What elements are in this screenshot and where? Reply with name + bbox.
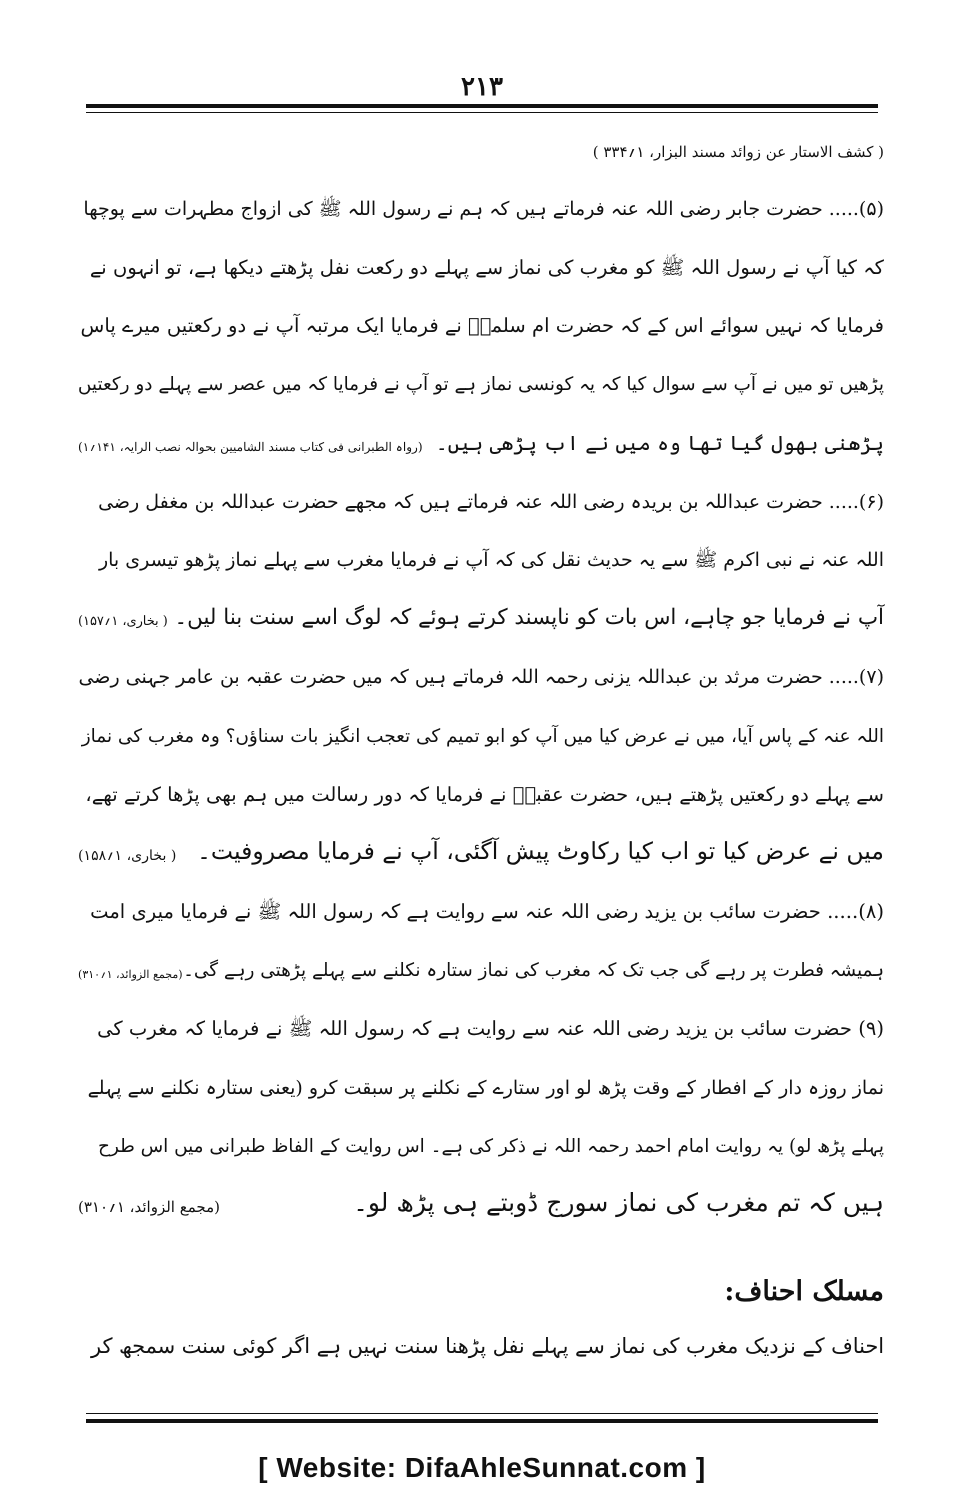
line-text: اللہ عنہ نے نبی اکرم ﷺ سے یہ حدیث نقل کی کہ آپ نے فرمایا مغرب سے پہلے نماز پڑھو تیسری بار	[98, 549, 884, 572]
line-text: ہمیشہ فطرت پر رہے گی جب تک کہ مغرب کی نماز ستارہ نکلنے سے پہلے پڑھتی رہے گی۔	[183, 959, 884, 981]
website-banner[interactable]: [ Website: DifaAhleSunnat.com ]	[258, 1452, 706, 1483]
line-citation: ( بخاری، ۱؍۱۵۷)	[78, 613, 168, 629]
reference-line	[78, 124, 884, 160]
text-line	[78, 570, 884, 629]
closing-text: احناف کے نزدیک مغرب کی نماز سے پہلے نفل پڑھنا سنت نہیں ہے اگر کوئی سنت سمجھ کر	[90, 1333, 884, 1358]
line-text: پڑھیں تو میں نے آپ سے سوال کیا کہ یہ کونسی نماز ہے تو آپ نے فرمایا کہ میں عصر سے پہلے دو رکعتیں	[77, 373, 884, 395]
line-text: (۷)..... حضرت مرثد بن عبداللہ یزنی رحمہ اللہ فرماتے ہیں کہ میں حضرت عقبہ بن عامر جہنی رضی	[78, 666, 884, 689]
line-text: (۶)..... حضرت عبداللہ بن بریدہ رضی اللہ عنہ فرماتے ہیں کہ مجھے حضرت عبداللہ بن مغفل رضی	[98, 490, 884, 513]
line-citation: (رواہ الطبرانی فی کتاب مسند الشامیین بحوالہ نصب الرایہ، ۱۴۱؍۱)	[78, 439, 423, 454]
footer-rule-thin	[86, 1413, 878, 1414]
line-text: (۸)..... حضرت سائب بن یزید رضی اللہ عنہ سے روایت ہے کہ رسول اللہ ﷺ نے فرمایا میری امت	[90, 900, 884, 924]
text-line	[78, 394, 884, 453]
text-lines	[78, 160, 884, 1215]
header-rule-thick	[86, 104, 878, 108]
line-text: نماز روزہ دار کے افطار کے وقت پڑھ لو اور ستارے کے نکلنے پر سبقت کرو (یعنی ستارہ نکلنے سے پہلے	[87, 1076, 884, 1099]
line-text: (۹) حضرت سائب بن یزید رضی اللہ عنہ سے روایت ہے کہ رسول اللہ ﷺ نے فرمایا کہ مغرب کی	[97, 1017, 884, 1041]
text-line	[78, 1039, 884, 1098]
text-line	[78, 687, 884, 746]
page-body	[78, 124, 884, 1357]
page-number: ۲۱۳	[461, 72, 503, 102]
line-text: ہیں کہ تم مغرب کی نماز سورج ڈوبتے ہی پڑھ لو۔	[353, 1187, 884, 1217]
text-line	[78, 160, 884, 219]
line-text: فرمایا کہ نہیں سوائے اس کے کہ حضرت ام سلمہؓ نے فرمایا ایک مرتبہ آپ نے دو رکعتیں میرے پاس	[80, 314, 884, 338]
text-line	[78, 336, 884, 395]
text-line	[78, 1156, 884, 1215]
text-line	[78, 746, 884, 805]
reference-citation: ( کشف الاستار عن زوائد مسند البزار، ۱؍۳۳۴ )	[592, 143, 884, 161]
text-line	[78, 1098, 884, 1157]
text-line	[78, 219, 884, 278]
line-text: کہ کیا آپ نے رسول اللہ ﷺ کو مغرب کی نماز سے پہلے دو رکعت نفل پڑھتے دیکھا ہے، تو انہوں نے	[89, 255, 884, 279]
text-line	[78, 512, 884, 571]
text-line	[78, 277, 884, 336]
line-text: سے پہلے دو رکعتیں پڑھتے ہیں، حضرت عقبہؓ نے فرمایا کہ دور رسالت میں ہم بھی پڑھا کرتے تھے،	[85, 782, 884, 806]
line-text: آپ نے فرمایا جو چاہے، اس بات کو ناپسند کرتے ہوئے کہ لوگ اسے سنت بنا لیں۔	[174, 605, 884, 631]
header-rule-thin	[86, 112, 878, 113]
line-text: پہلے پڑھ لو) یہ روایت امام احمد رحمہ اللہ نے ذکر کی ہے۔ اس روایت کے الفاظ طبرانی میں اس طرح	[98, 1135, 884, 1157]
text-line	[78, 805, 884, 864]
closing-line	[78, 1305, 884, 1357]
line-text: اللہ عنہ کے پاس آیا، میں نے عرض کیا میں آپ کو ابو تمیم کی تعجب انگیز بات سناؤں؟ وہ مغرب کی نماز	[81, 725, 884, 747]
text-line	[78, 980, 884, 1039]
text-line	[78, 922, 884, 981]
section-heading: مسلک احناف:	[724, 1275, 884, 1307]
line-citation: ( بخاری، ۱؍۱۵۸)	[78, 848, 177, 865]
line-text: میں نے عرض کیا تو اب کیا رکاوٹ پیش آگئی، آپ نے فرمایا مصروفیت۔	[197, 836, 884, 865]
section-heading-line	[78, 1215, 884, 1305]
line-citation: (مجمع الزوائد، ۱؍۳۱۰)	[78, 1197, 220, 1216]
line-text: پڑھنی بھول گیا تھا وہ میں نے اب پڑھی ہیں۔	[435, 430, 884, 455]
text-line	[78, 863, 884, 922]
line-text: (۵)..... حضرت جابر رضی اللہ عنہ فرماتے ہیں کہ ہم نے رسول اللہ ﷺ کی ازواج مطہرات سے پوچھا	[83, 197, 884, 220]
line-citation: (مجمع الزوائد، ۱؍۳۱۰)	[78, 968, 183, 982]
text-line	[78, 453, 884, 512]
footer-rule-thick	[86, 1419, 878, 1423]
text-line	[78, 629, 884, 688]
